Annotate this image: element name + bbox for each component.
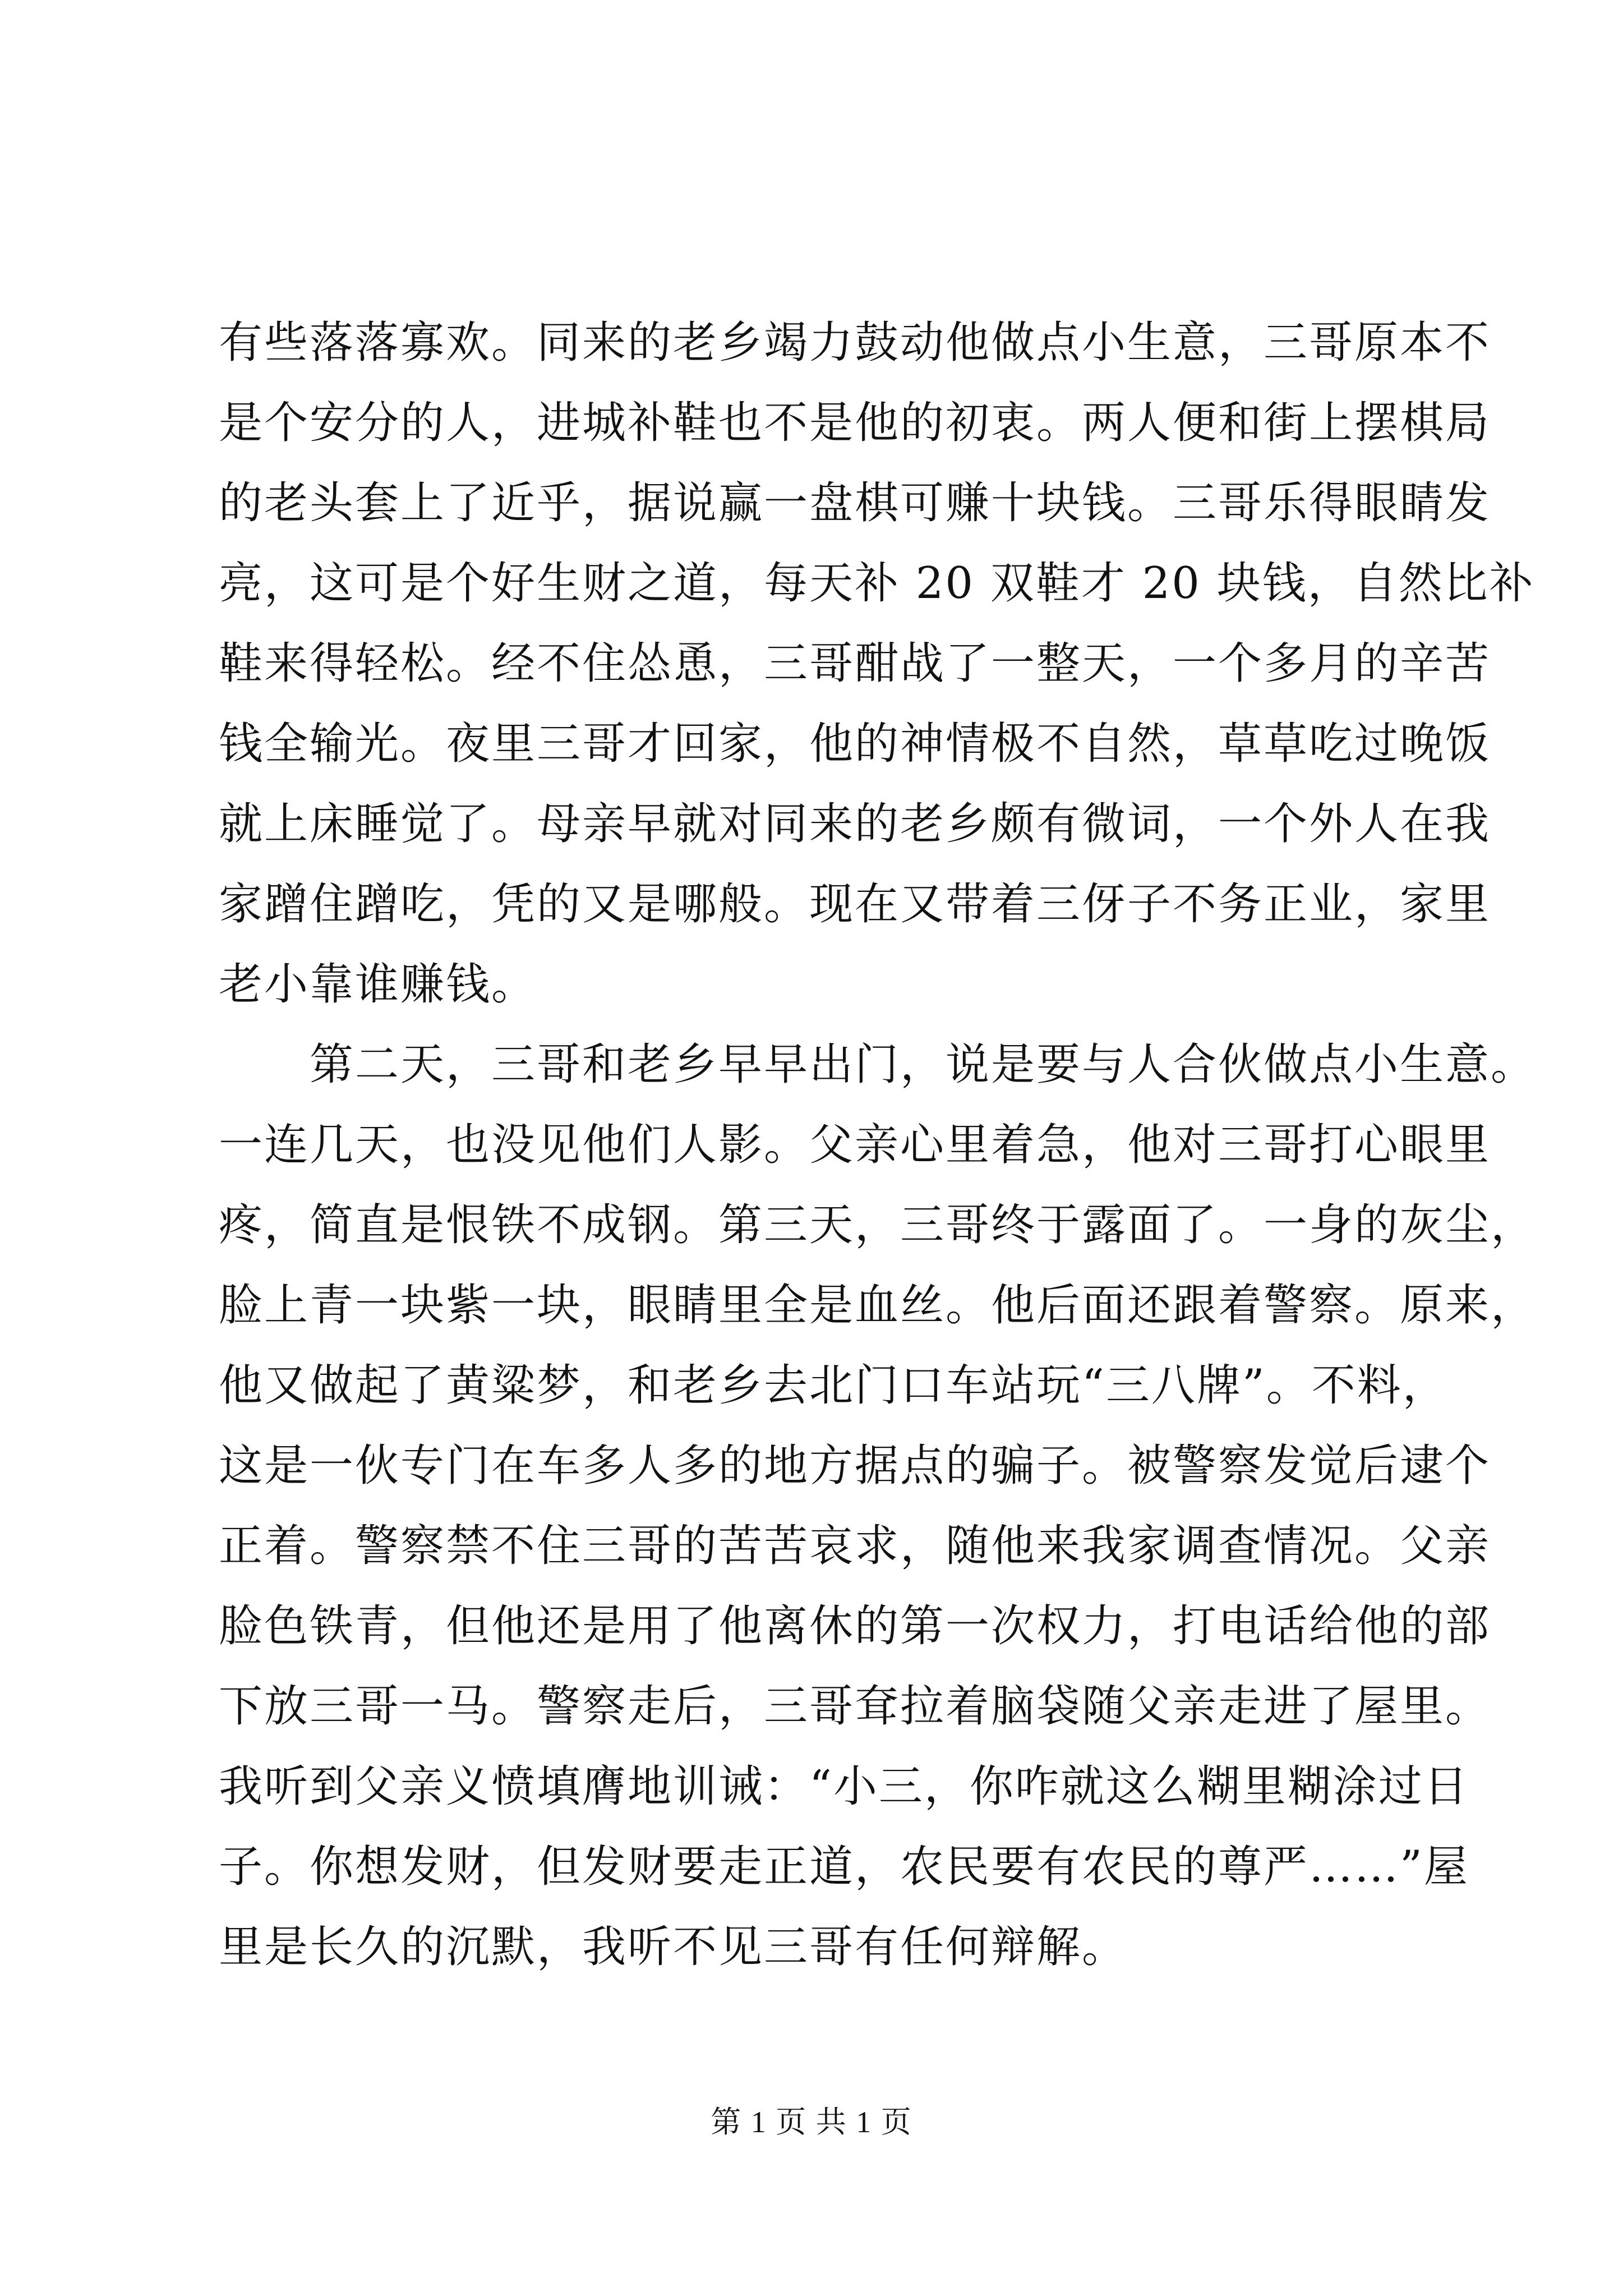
text-line: 里是长久的沉默，我听不见三哥有任何辩解。 [219,1922,1128,1972]
text-line: 子。你想发财，但发财要走正道，农民要有农民的尊严……”屋 [219,1842,1469,1892]
text-line: 正着。警察禁不住三哥的苦苦哀求，随他来我家调查情况。父亲 [219,1521,1491,1571]
text-line: 我听到父亲义愤填膺地训诫：“小三，你咋就这么糊里糊涂过日 [219,1761,1469,1812]
text-line: 鞋来得轻松。经不住怂恿，三哥酣战了一整天，一个多月的辛苦 [219,638,1491,689]
text-line: 疼，简直是恨铁不成钢。第三天，三哥终于露面了。一身的灰尘， [219,1200,1537,1250]
text-line: 一连几天，也没见他们人影。父亲心里着急，他对三哥打心眼里 [219,1120,1491,1170]
text-line: 的老头套上了近乎，据说赢一盘棋可赚十块钱。三哥乐得眼睛发 [219,478,1491,528]
text-line: 第二天，三哥和老乡早早出门，说是要与人合伙做点小生意。 [219,1039,1537,1090]
text-line: 钱全输光。夜里三哥才回家，他的神情极不自然，草草吃过晚饭 [219,719,1491,769]
text-line: 脸上青一块紫一块，眼睛里全是血丝。他后面还跟着警察。原来， [219,1280,1537,1331]
page-number-footer: 第 1 页 共 1 页 [711,2105,912,2139]
text-line: 脸色铁青，但他还是用了他离休的第一次权力，打电话给他的部 [219,1601,1491,1651]
paragraph-2 [219,1025,1537,1987]
paragraph-1 [219,303,1535,1025]
text-line: 这是一伙专门在车多人多的地方据点的骗子。被警察发觉后逮个 [219,1441,1491,1491]
text-line: 就上床睡觉了。母亲早就对同来的老乡颇有微词，一个外人在我 [219,799,1491,849]
document-body [219,303,1537,1987]
text-line: 家蹭住蹭吃，凭的又是哪般。现在又带着三伢子不务正业，家里 [219,879,1491,930]
text-line: 下放三哥一马。警察走后，三哥耷拉着脑袋随父亲走进了屋里。 [219,1681,1491,1732]
text-line: 是个安分的人，进城补鞋也不是他的初衷。两人便和街上摆棋局 [219,398,1491,448]
text-line: 老小靠谁赚钱。 [219,959,537,1010]
text-line: 有些落落寡欢。同来的老乡竭力鼓动他做点小生意，三哥原本不 [219,318,1491,368]
text-line: 他又做起了黄粱梦，和老乡去北门口车站玩“三八牌”。不料， [219,1360,1448,1411]
text-line: 亮，这可是个好生财之道，每天补 20 双鞋才 20 块钱，自然比补 [219,558,1535,609]
